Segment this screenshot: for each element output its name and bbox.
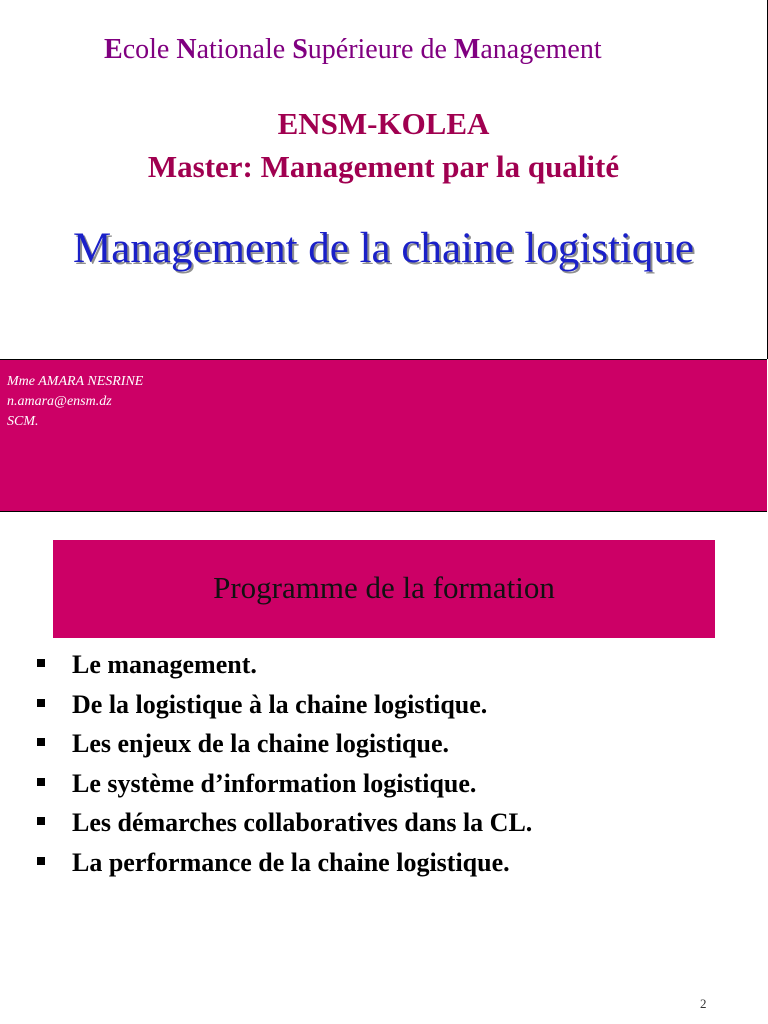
square-bullet-icon bbox=[37, 738, 45, 746]
program-title: Programme de la formation bbox=[213, 570, 555, 605]
author-email: n.amara@ensm.dz bbox=[7, 394, 112, 409]
program-title-box bbox=[53, 540, 715, 638]
author-name: Mme AMARA NESRINE bbox=[7, 374, 144, 389]
square-bullet-icon bbox=[37, 817, 45, 825]
school-name-initial: M bbox=[453, 34, 481, 65]
title-slide-header bbox=[0, 0, 768, 359]
course-title: Management de la chaine logistique bbox=[73, 225, 694, 272]
school-name-initial: N bbox=[176, 34, 197, 65]
master-program: Master: Management par la qualité bbox=[147, 149, 620, 184]
program-list bbox=[0, 650, 768, 887]
list-item-text: Les démarches collaboratives dans la CL. bbox=[72, 808, 533, 837]
author-subject: SCM. bbox=[7, 414, 39, 429]
list-item-text: Le management. bbox=[72, 650, 257, 679]
school-name bbox=[104, 34, 602, 66]
author-info bbox=[7, 372, 143, 432]
square-bullet-icon bbox=[37, 659, 45, 667]
list-item-text: De la logistique à la chaine logistique. bbox=[72, 689, 488, 719]
list-item bbox=[0, 769, 768, 809]
list-item bbox=[0, 650, 768, 690]
institution-name: ENSM-KOLEA bbox=[277, 106, 490, 141]
list-item bbox=[0, 729, 768, 769]
list-item-text: Les enjeux de la chaine logistique. bbox=[72, 729, 450, 758]
list-item-text: La performance de la chaine logistique. bbox=[72, 847, 510, 877]
list-item bbox=[0, 808, 768, 848]
school-name-part: ationale bbox=[196, 34, 293, 65]
square-bullet-icon bbox=[37, 857, 45, 865]
square-bullet-icon bbox=[37, 778, 45, 786]
square-bullet-icon bbox=[37, 699, 45, 707]
school-name-part: cole bbox=[122, 34, 177, 65]
school-name-initial: S bbox=[292, 34, 308, 65]
school-name-part: anagement bbox=[480, 34, 602, 65]
page-number: 2 bbox=[700, 996, 707, 1011]
list-item bbox=[0, 848, 768, 888]
list-item bbox=[0, 690, 768, 730]
author-band bbox=[0, 359, 767, 512]
list-item-text: Le système d’information logistique. bbox=[72, 768, 477, 798]
school-name-part: upérieure de bbox=[307, 34, 454, 65]
school-name-initial: E bbox=[104, 34, 123, 65]
